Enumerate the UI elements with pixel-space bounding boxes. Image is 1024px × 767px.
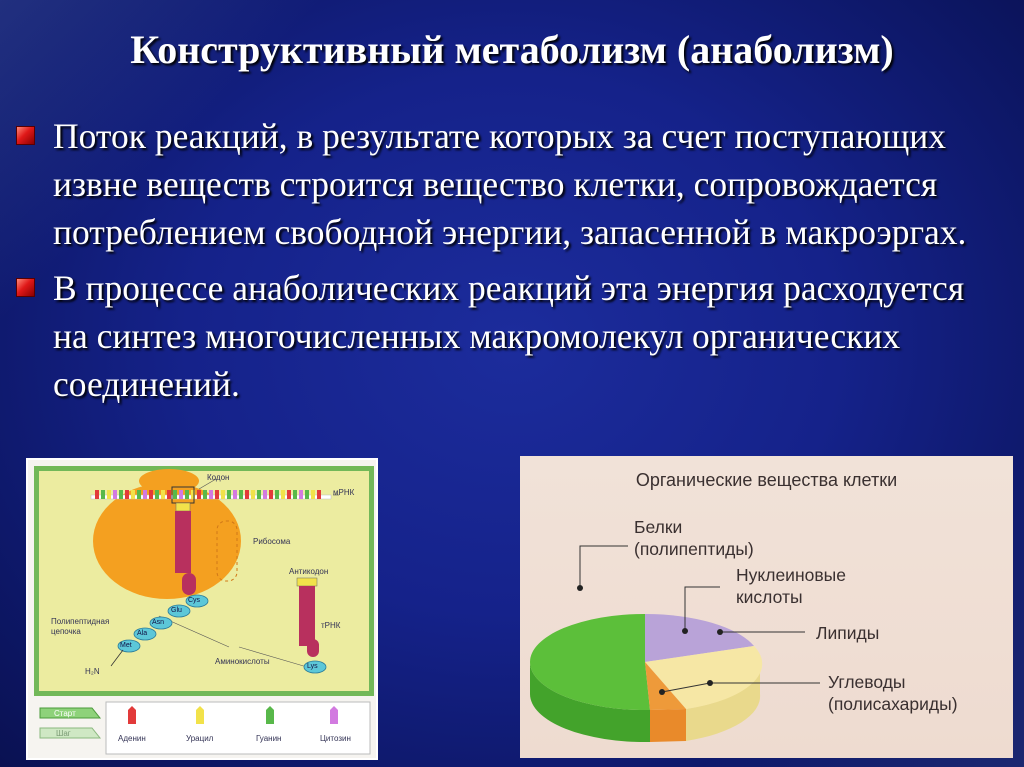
step-button-label[interactable]: Шаг xyxy=(56,729,71,738)
free-trna-anticodon xyxy=(297,578,317,586)
amino-acid-lys: Lys xyxy=(307,663,318,670)
free-trna xyxy=(299,586,315,646)
translation-diagram xyxy=(26,458,378,760)
label-anticodon: Антикодон xyxy=(289,567,329,576)
label-lipids: Липиды xyxy=(816,623,880,643)
bullet-text: В процессе анаболических реакций эта энергия расходуется на синтез многочисленных макромолекул органических соединений. xyxy=(53,268,965,404)
slide-title: Конструктивный метаболизм (анаболизм) xyxy=(130,27,894,72)
bullet-item xyxy=(16,264,1006,408)
label-polypeptide: Полипептидная xyxy=(51,617,110,626)
nucleotide-legend xyxy=(34,700,374,756)
organic-substances-pie xyxy=(520,456,1013,758)
amino-acid-met: Met xyxy=(120,642,132,649)
legend-adenine: Аденин xyxy=(118,734,146,743)
amino-acid-glu: Glu xyxy=(171,607,182,614)
label-nucleic-acids: Нуклеиновые кислоты xyxy=(736,565,846,607)
trna-anticodon xyxy=(176,503,190,511)
legend-cytosine: Цитозин xyxy=(320,734,351,743)
bullet-text: Поток реакций, в результате которых за счет поступающих извне веществ строится вещество клетки, сопровождается потреблением свободной энергии, запасенной в макроэргах. xyxy=(53,116,967,252)
label-proteins: Белки (полипептиды) xyxy=(634,517,754,559)
legend-guanine: Гуанин xyxy=(256,734,282,743)
amino-acid-asn: Asn xyxy=(152,619,165,626)
label-polypeptide-chain: цепочка xyxy=(51,627,81,636)
translation-diagram-canvas xyxy=(34,466,374,696)
bullet-item xyxy=(16,112,1006,256)
pie-title: Органические вещества клетки xyxy=(635,470,898,490)
label-amino-acids: Аминокислоты xyxy=(215,657,270,666)
start-button-label[interactable]: Старт xyxy=(54,709,76,718)
leader-proteins xyxy=(580,546,628,588)
slice-carbs-side xyxy=(650,709,686,742)
amino-acid-ala: Ala xyxy=(137,630,148,637)
legend-uracil: Урацил xyxy=(186,734,214,743)
amino-acid-cys: Cys xyxy=(188,597,201,604)
label-h2n: H₂N xyxy=(85,667,100,676)
ribosome-shape xyxy=(93,483,241,599)
bullet-list xyxy=(16,112,1006,416)
bullet-square-icon xyxy=(16,278,35,297)
trna-tail xyxy=(182,573,196,595)
bullet-square-icon xyxy=(16,126,35,145)
label-codon: Кодон xyxy=(207,473,230,482)
trna-in-ribosome xyxy=(175,511,191,573)
label-ribosome: Рибосома xyxy=(253,537,291,546)
translation-illustration xyxy=(39,471,369,691)
label-carbohydrates: Углеводы (полисахариды) xyxy=(828,672,958,714)
label-mrna: мРНК xyxy=(333,488,355,497)
label-trna: тРНК xyxy=(321,621,341,630)
free-trna-tail xyxy=(307,639,319,657)
